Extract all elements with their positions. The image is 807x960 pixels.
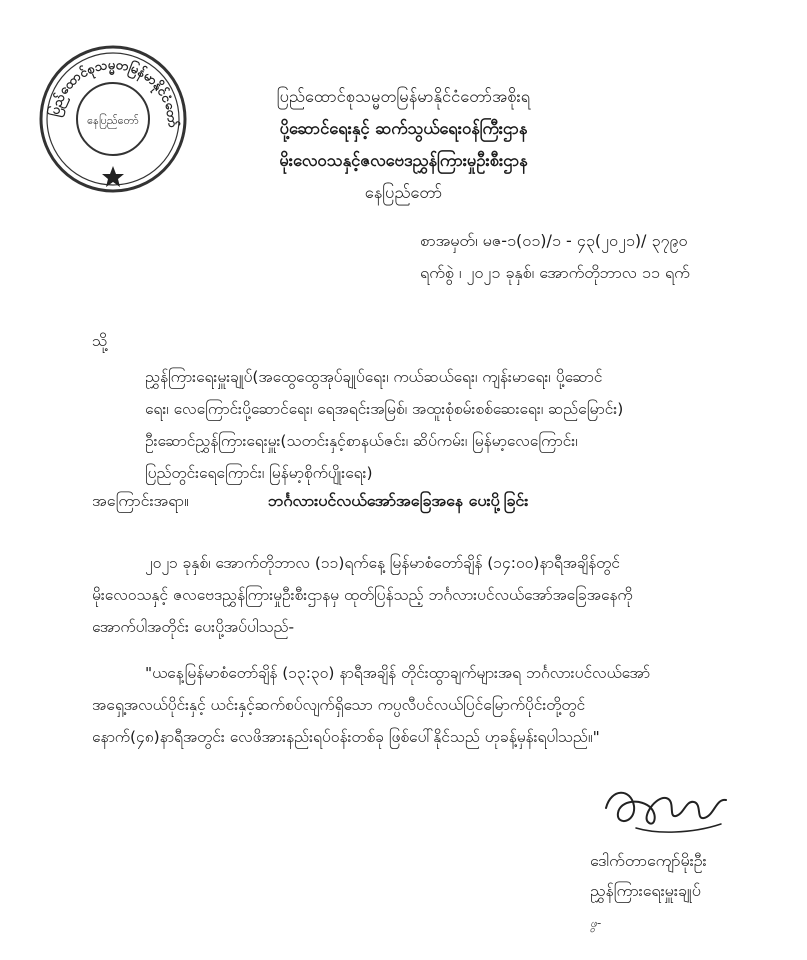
addressee-line: ဦးဆောင်ညွှန်ကြားရေးမှူး(သတင်းနှင့်စာနယ်ဇင်း၊ ဆိပ်ကမ်း၊ မြန်မာ့လေကြောင်း၊ — [145, 432, 578, 450]
handwritten-signature — [596, 778, 746, 838]
forecast-quote-line: "ယနေ့မြန်မာစံတော်ချိန် (၁၃:၃၀) နာရီအချိန် တိုင်းထွာချက်များအရ ဘင်္ဂလားပင်လယ်အော် — [145, 664, 651, 682]
header-city: နေပြည်တော် — [364, 183, 443, 202]
header-government: ပြည်ထောင်စုသမ္မတမြန်မာနိုင်ငံတော်အစိုးရ — [276, 87, 531, 106]
subject-text: ဘင်္ဂလားပင်လယ်အော်အခြေအနေ ပေးပို့ခြင်း — [268, 491, 529, 510]
forecast-quote-line: အရှေ့အလယ်ပိုင်းနှင့် ယင်းနှင့်ဆက်စပ်လျက်ရှိသော ကပ္ပလီပင်လယ်ပြင်မြောက်ပိုင်းတို့တွင် — [92, 696, 586, 714]
seal-inner-text: နေပြည်တော် — [87, 114, 139, 127]
signatory-title: ညွှန်ကြားရေးမှူးချုပ် — [590, 881, 701, 900]
header-department: မိုးလေဝသနှင့်ဇလဗေဒညွှန်ကြားမှုဦးစီးဌာန — [279, 151, 528, 170]
forecast-quote-line: နောက်(၄၈)နာရီအတွင်း လေဖိအားနည်းရပ်ဝန်းတစ်ခု ဖြစ်ပေါ်နိုင်သည် ဟုခန့်မှန်းရပါသည်။" — [92, 728, 600, 746]
subject-label: အကြောင်းအရာ။ — [92, 491, 189, 510]
addressee-line: ရေး၊ လေကြောင်းပို့ဆောင်ရေး၊ ရေအရင်းအမြစ်၊ အထူးစုံစမ်းစစ်ဆေးရေး၊ ဆည်မြောင်း) — [145, 400, 624, 418]
typist-initials: ဖွ- — [590, 916, 602, 930]
body-intro-line: မိုးလေဝသနှင့် ဇလဗေဒညွှန်ကြားမှုဦးစီးဌာနမှ ထုတ်ပြန်သည့် ဘင်္ဂလားပင်လယ်အော်အခြေအနေကို — [92, 586, 633, 604]
signatory-name: ဒေါက်တာကျော်မိုးဦး — [590, 851, 707, 870]
to-label: သို့ — [92, 331, 108, 350]
letter-date: ရက်စွဲ ၊ ၂၀၂၁ ခုနှစ်၊ အောက်တိုဘာလ ၁၁ ရက် — [420, 263, 690, 282]
reference-number: စာအမှတ်၊ မဇ-၁(၀၁)/၁ - ၄၃(၂၀၂၁)/ ၃၇၉၀ — [420, 231, 688, 250]
body-intro-line: အောက်ပါအတိုင်း ပေးပို့အပ်ပါသည်- — [92, 618, 295, 636]
addressee-line: ပြည်တွင်းရေကြောင်း၊ မြန်မာ့စိုက်ပျိုးရေး) — [145, 464, 373, 482]
body-intro-line: ၂၀၂၁ ခုနှစ်၊ အောက်တိုဘာလ (၁၁)ရက်နေ့ မြန်မာစံတော်ချိန် (၁၄:၀၀)နာရီအချိန်တွင် — [145, 554, 620, 572]
seal-outer-text: ပြည်ထောင်စုသမ္မတမြန်မာနိုင်ငံတော် — [47, 57, 181, 129]
header-ministry: ပို့ဆောင်ရေးနှင့် ဆက်သွယ်ရေးဝန်ကြီးဌာန — [279, 119, 528, 138]
addressee-line: ညွှန်ကြားရေးမှူးချုပ်(အထွေထွေအုပ်ချုပ်ရေး၊ ကယ်ဆယ်ရေး၊ ကျန်းမာရေး၊ ပို့ဆောင် — [145, 368, 603, 386]
